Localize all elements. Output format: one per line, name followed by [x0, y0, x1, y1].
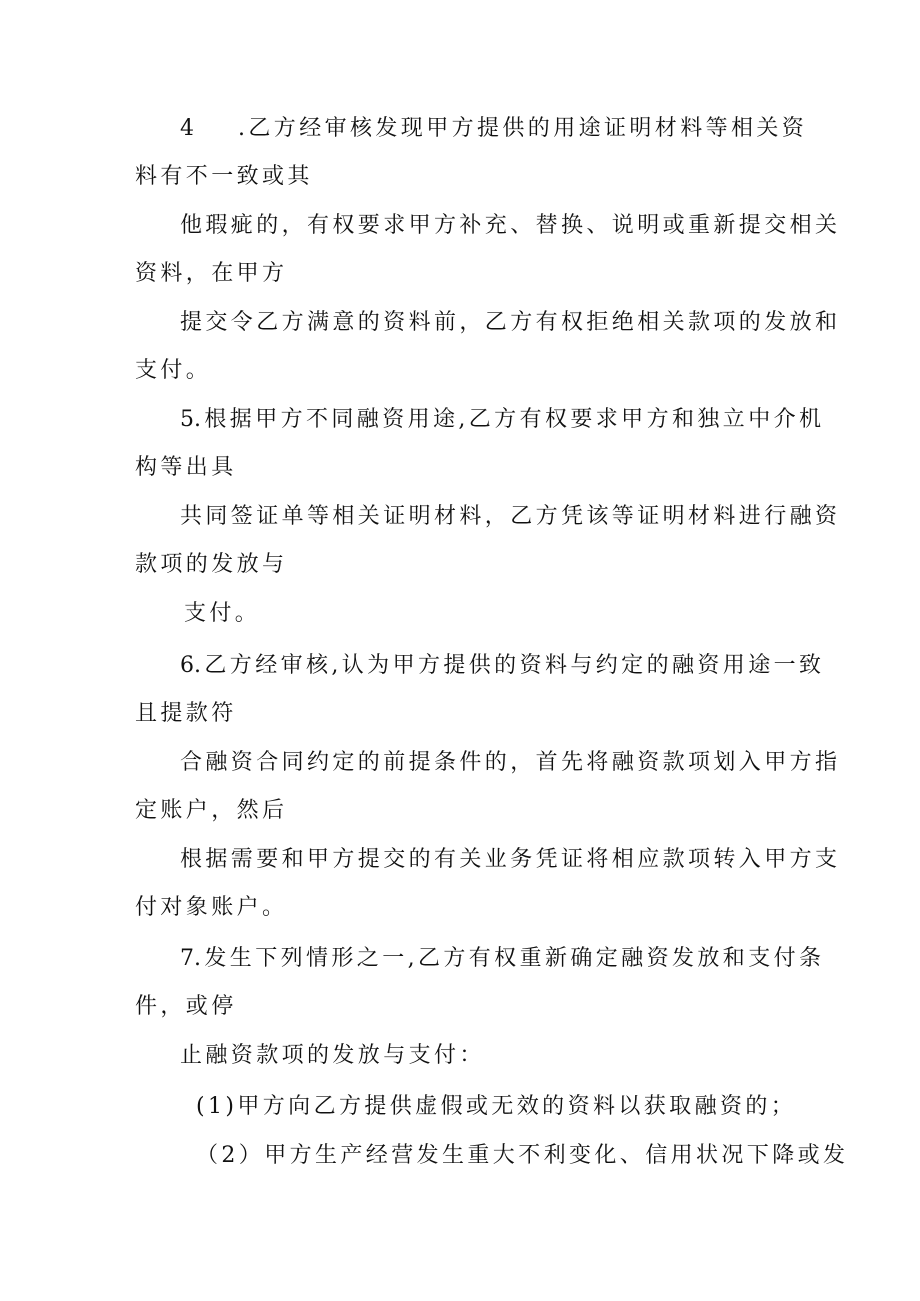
paragraph-4-line-1: [180, 114, 807, 144]
item-number: 4: [180, 116, 194, 141]
paragraph-4-cont-line-2: 资料，在甲方: [135, 261, 288, 286]
paragraph-6-line-2: 且提款符: [135, 701, 237, 726]
list-item-2: （2）甲方生产经营发生重大不利变化、信用状况下降或发: [196, 1143, 849, 1168]
item-number: 6: [180, 653, 194, 678]
paragraph-6-cont2-line-1: 根据需要和甲方提交的有关业务凭证将相应款项转入甲方支: [180, 847, 841, 872]
paragraph-6-line-1: [180, 651, 824, 681]
paragraph-7-line-1: [180, 944, 824, 974]
paragraph-6-cont2-line-2: 付对象账户。: [135, 895, 288, 920]
paragraph-5-cont-line-2: 款项的发放与: [135, 552, 288, 577]
paragraph-6-cont-line-1: 合融资合同约定的前提条件的，首先将融资款项划入甲方指: [180, 750, 841, 775]
item-number: 5: [180, 407, 194, 432]
paragraph-5-line-1: [180, 405, 824, 435]
paragraph-5-cont-line-1: 共同签证单等相关证明材料，乙方凭该等证明材料进行融资: [180, 504, 841, 529]
paragraph-4-cont-line-1: 他瑕疵的，有权要求甲方补充、替换、说明或重新提交相关: [180, 213, 841, 238]
paragraph-text: .乙方经审核,认为甲方提供的资料与约定的融资用途一致: [194, 653, 825, 678]
paragraph-4-line-2: 料有不一致或其: [135, 164, 313, 189]
paragraph-5-line-2: 构等出具: [135, 455, 237, 480]
paragraph-7-line-2: 件，或停: [135, 994, 237, 1019]
paragraph-text: .乙方经审核发现甲方提供的用途证明材料等相关资: [238, 116, 808, 141]
item-number: 7: [180, 946, 194, 971]
paragraph-7-cont-line-1: 止融资款项的发放与支付：: [180, 1043, 485, 1068]
paragraph-4-cont2-line-2: 支付。: [135, 358, 212, 383]
paragraph-5-cont2-line-1: 支付。: [184, 601, 261, 626]
paragraph-6-cont-line-2: 定账户，然后: [135, 798, 288, 823]
paragraph-4-cont2-line-1: 提交令乙方满意的资料前，乙方有权拒绝相关款项的发放和: [180, 310, 841, 335]
list-item-1: (1)甲方向乙方提供虚假或无效的资料以获取融资的；: [196, 1094, 797, 1119]
paragraph-text: .发生下列情形之一,乙方有权重新确定融资发放和支付条: [194, 946, 825, 971]
paragraph-text: .根据甲方不同融资用途,乙方有权要求甲方和独立中介机: [194, 407, 825, 432]
